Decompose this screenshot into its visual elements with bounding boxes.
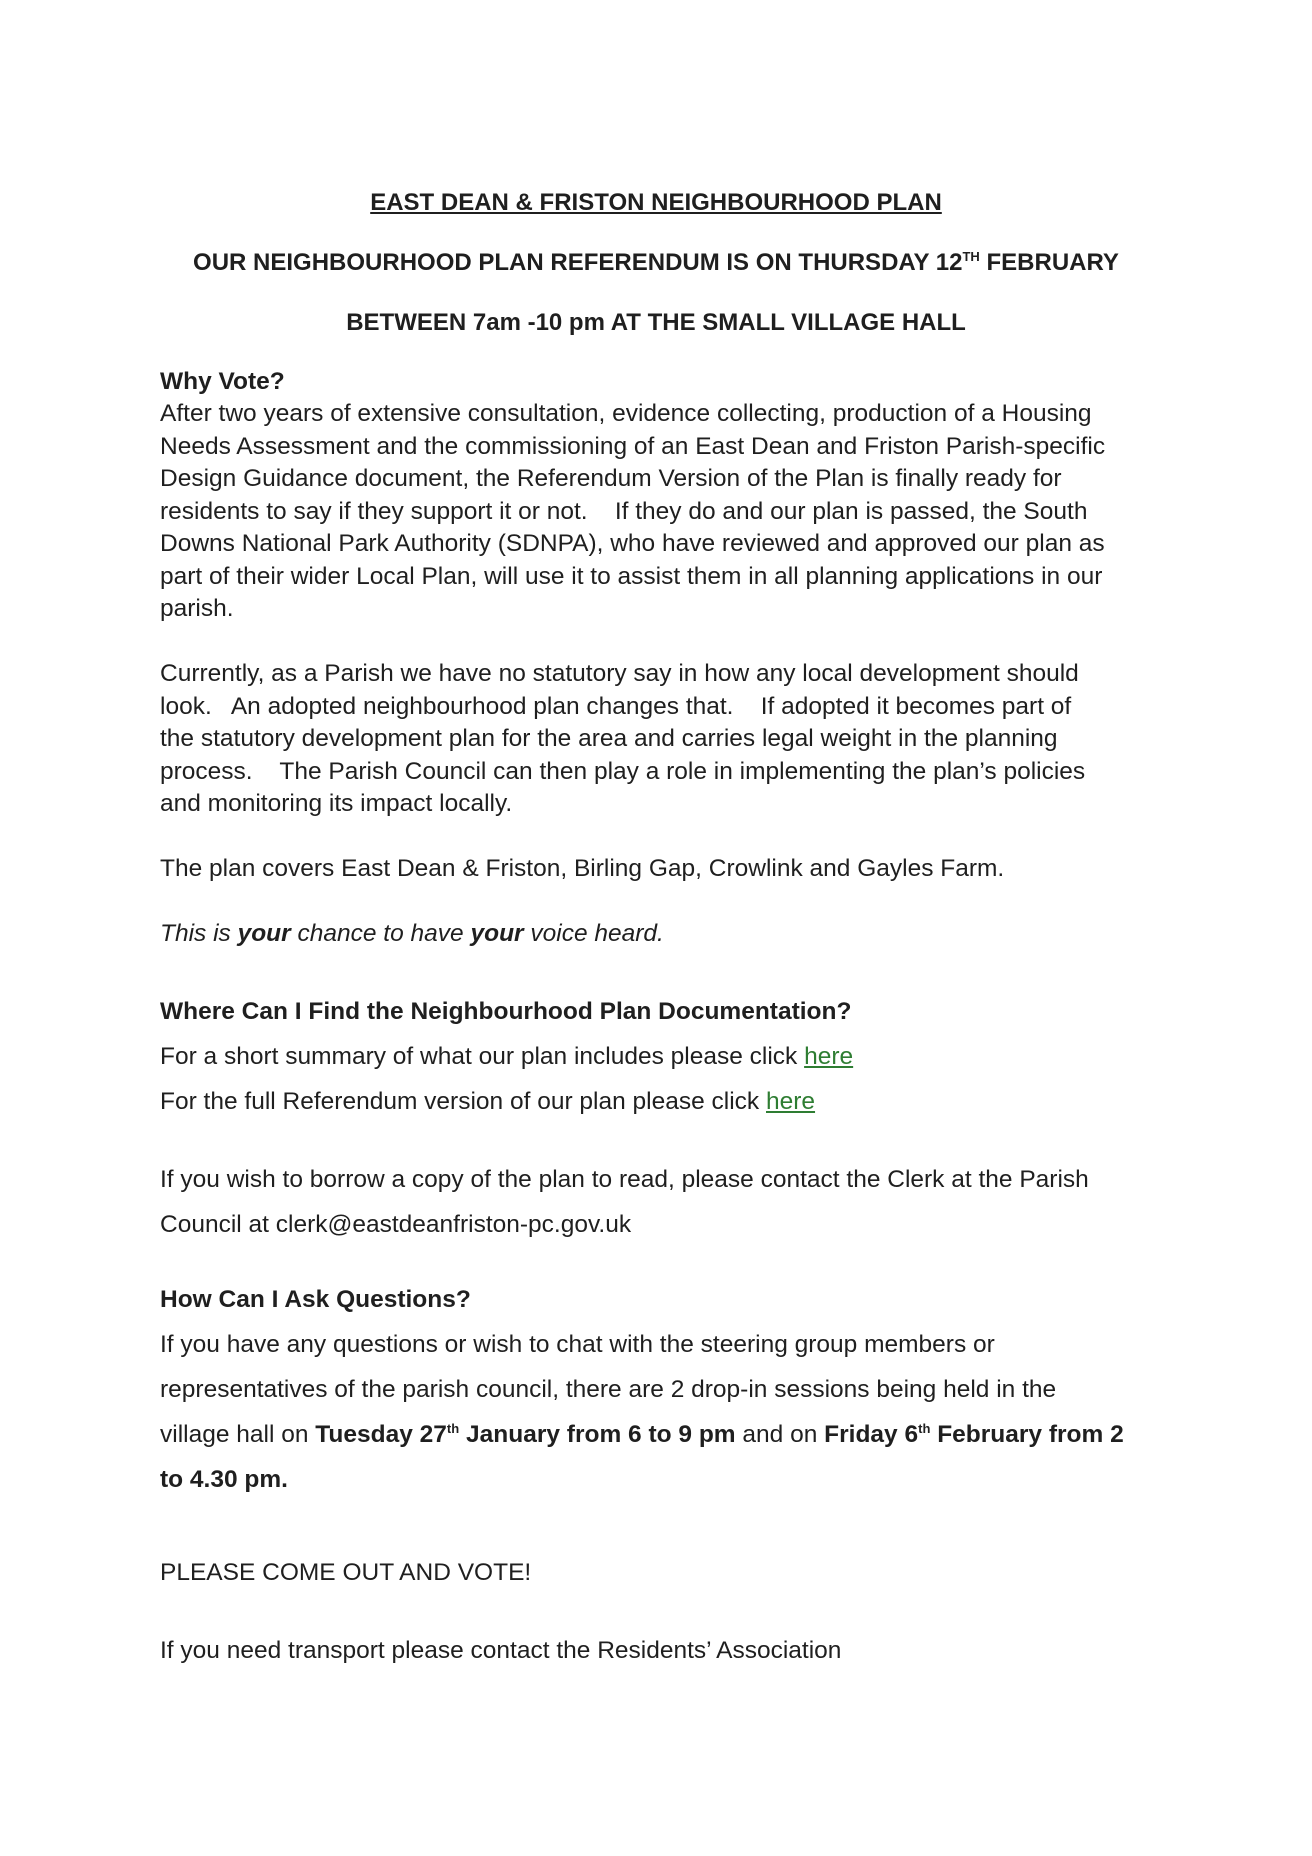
referendum-date-month: FEBRUARY	[979, 249, 1119, 276]
questions-paragraph	[160, 1322, 1160, 1502]
session-2-suffix: th	[918, 1420, 931, 1436]
session-intro-text: village hall on	[160, 1421, 316, 1448]
paragraph-line: and monitoring its impact locally.	[160, 790, 513, 817]
referendum-date-heading	[0, 248, 1312, 278]
chance-emphasis: your	[237, 920, 291, 947]
paragraph-line: Design Guidance document, the Referendum Version of the Plan is finally ready for	[160, 465, 1062, 492]
full-version-text: For the full Referendum version of our plan please click	[160, 1088, 766, 1115]
session-1-suffix: th	[446, 1420, 460, 1436]
full-version-line	[160, 1079, 1160, 1124]
paragraph-line: If you wish to borrow a copy of the plan to read, please contact the Clerk at the Parish	[160, 1166, 1089, 1193]
referendum-date-text: OUR NEIGHBOURHOOD PLAN REFERENDUM IS ON THURSDAY 12	[193, 249, 963, 276]
why-vote-paragraph-1	[160, 398, 1160, 626]
paragraph-line: representatives of the parish council, there are 2 drop-in sessions being held in the	[160, 1376, 1057, 1403]
paragraph-line: Needs Assessment and the commissioning of an East Dean and Friston Parish-specific	[160, 432, 1106, 460]
session-join-text: and on	[735, 1421, 825, 1448]
referendum-date-suffix: TH	[962, 249, 980, 264]
session-1-day: Tuesday 27	[315, 1421, 447, 1448]
borrow-copy-paragraph	[160, 1157, 1160, 1247]
documentation-heading: Where Can I Find the Neighbourhood Plan Documentation?	[160, 998, 852, 1025]
chance-text: chance to have	[290, 920, 471, 947]
paragraph-line: Currently, as a Parish we have no statutory say in how any local development should	[160, 660, 1079, 687]
chance-text: This is	[160, 920, 238, 947]
questions-heading: How Can I Ask Questions?	[160, 1286, 471, 1313]
page-title: EAST DEAN & FRISTON NEIGHBOURHOOD PLAN	[370, 189, 942, 216]
paragraph-line: residents to say if they support it or not. If they do and our plan is passed, the South	[160, 497, 1088, 525]
summary-line	[160, 1034, 1160, 1079]
paragraph-line	[160, 1412, 1160, 1457]
chance-text: voice heard.	[523, 920, 664, 947]
chance-statement	[160, 918, 1160, 951]
paragraph-line: the statutory development plan for the area and carries legal weight in the planning	[160, 725, 1058, 752]
transport-note: If you need transport please contact the Residents’ Association	[160, 1637, 842, 1664]
paragraph-line: parish.	[160, 595, 234, 622]
paragraph-line: part of their wider Local Plan, will use it to assist them in all planning applications in our	[160, 562, 1103, 590]
why-vote-paragraph-2	[160, 658, 1160, 821]
plan-coverage-text: The plan covers East Dean & Friston, Birling Gap, Crowlink and Gayles Farm.	[160, 855, 1005, 882]
summary-text: For a short summary of what our plan includes please click	[160, 1043, 805, 1070]
session-2-time: February from 2	[930, 1421, 1124, 1448]
paragraph-line: After two years of extensive consultation, evidence collecting, production of a Housing	[160, 400, 1092, 427]
paragraph-line: to 4.30 pm.	[160, 1466, 288, 1493]
chance-emphasis: your	[470, 920, 524, 947]
voting-hours-heading: BETWEEN 7am -10 pm AT THE SMALL VILLAGE HALL	[346, 309, 966, 336]
paragraph-line: Downs National Park Authority (SDNPA), who have reviewed and approved our plan as	[160, 530, 1105, 557]
paragraph-line: look. An adopted neighbourhood plan changes that. If adopted it becomes part of	[160, 692, 1072, 720]
why-vote-heading: Why Vote?	[160, 368, 285, 395]
session-2	[824, 1421, 1124, 1448]
session-1-time: January from 6 to 9 pm	[459, 1421, 736, 1448]
come-out-and-vote: PLEASE COME OUT AND VOTE!	[160, 1559, 532, 1586]
paragraph-line: Council at clerk@eastdeanfriston-pc.gov.uk	[160, 1211, 632, 1238]
full-version-here-link[interactable]: here	[766, 1088, 816, 1115]
paragraph-line: If you have any questions or wish to chat with the steering group members or	[160, 1331, 995, 1358]
summary-here-link[interactable]: here	[804, 1043, 854, 1070]
paragraph-line: process. The Parish Council can then play a role in implementing the plan’s policies	[160, 757, 1086, 785]
session-2-day: Friday 6	[824, 1421, 919, 1448]
session-1	[315, 1421, 735, 1448]
